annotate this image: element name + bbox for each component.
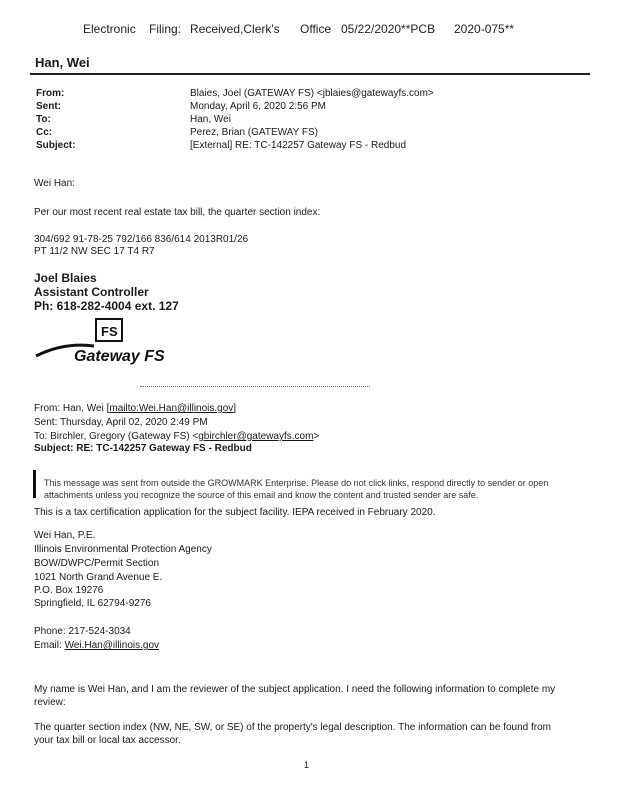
signature-phone: Ph: 618-282-4004 ext. 127	[34, 299, 179, 313]
subject-value: [External] RE: TC-142257 Gateway FS - Redbud	[190, 140, 407, 151]
request-paragraph-line1: My name is Wei Han, and I am the reviewer of the subject application. I need the following information to complete my	[34, 684, 556, 695]
reviewer-name: Wei Han, P.E.	[34, 530, 96, 541]
request-paragraph-line2: review:	[34, 697, 66, 708]
reviewer-department: BOW/DWPC/Permit Section	[34, 558, 160, 569]
reviewer-email-link[interactable]: Wei.Han@illinois.gov	[64, 640, 160, 651]
email2-subject: Subject: RE: TC-142257 Gateway FS - Redbud	[34, 443, 252, 454]
reviewer-email	[34, 640, 159, 651]
sent-value: Monday, April 6, 2020 2:56 PM	[190, 101, 327, 112]
legal-description-line: PT 11/2 NW SEC 17 T4 R7	[34, 246, 155, 257]
cc-value: Perez, Brian (GATEWAY FS)	[190, 127, 318, 138]
logo-mark-text: FS	[101, 324, 118, 339]
signature-name: Joel Blaies	[34, 271, 97, 285]
reviewer-address1: 1021 North Grand Avenue E.	[34, 572, 163, 583]
reviewer-address3: Springfield, IL 62794-9276	[34, 598, 151, 609]
email2-from-end: ]	[233, 403, 237, 414]
tax-bill-intro: Per our most recent real estate tax bill, the quarter section index:	[34, 207, 321, 218]
reviewer-email-label: Email:	[34, 640, 65, 651]
notice-bar	[33, 470, 36, 498]
mailbox-owner-title: Han, Wei	[35, 55, 90, 70]
reviewer-address2: P.O. Box 19276	[34, 585, 104, 596]
signature-position: Assistant Controller	[34, 285, 149, 299]
email2-to-text: To: Birchler, Gregory (Gateway FS) <	[34, 431, 199, 442]
title-divider	[30, 73, 590, 75]
external-notice-line2: attachments unless you recognize the source of this email and know the content and trusted sender are safe.	[44, 490, 479, 500]
email2-from-text: From: Han, Wei [	[34, 403, 110, 414]
subject-label: Subject:	[36, 140, 76, 151]
from-value: Blaies, Joel (GATEWAY FS) <jblaies@gatewayfs.com>	[190, 88, 434, 99]
to-label: To:	[36, 114, 51, 125]
page-number: 1	[304, 760, 310, 770]
greeting: Wei Han:	[34, 178, 75, 189]
email2-sent: Sent: Thursday, April 02, 2020 2:49 PM	[34, 417, 208, 428]
quarter-section-paragraph-line2: your tax bill or local tax accessor.	[34, 735, 181, 746]
email2-to-end: >	[313, 431, 320, 442]
email2-from	[34, 403, 236, 414]
email2-to	[34, 431, 319, 442]
email2-to-link[interactable]: gbirchler@gatewayfs.com	[198, 431, 314, 442]
external-notice-line1: This message was sent from outside the GROWMARK Enterprise. Please do not click links, respond directly to sender or open	[44, 478, 549, 488]
email2-from-link[interactable]: mailto:Wei.Han@illinois.gov	[109, 403, 234, 414]
sent-label: Sent:	[36, 101, 61, 112]
filing-stamp-office: Office	[300, 22, 332, 36]
filing-stamp-electronic: Electronic	[83, 22, 136, 36]
logo-wordmark: Gateway FS	[74, 348, 165, 365]
reviewer-agency: Illinois Environmental Protection Agency	[34, 544, 212, 555]
filing-stamp-received: Received,Clerk's	[190, 22, 280, 36]
parcel-index-line: 304/692 91-78-25 792/166 836/614 2013R01/26	[34, 234, 249, 245]
scan-artifact-divider	[140, 386, 370, 387]
filing-stamp-docket: 2020-075**	[454, 22, 515, 36]
filing-stamp-filing: Filing:	[149, 22, 182, 36]
quarter-section-paragraph-line1: The quarter section index (NW, NE, SW, or SE) of the property's legal description. The information can be found from	[34, 722, 551, 733]
cc-label: Cc:	[36, 127, 53, 138]
tax-certification-line: This is a tax certification application for the subject facility. IEPA received in February 2020.	[34, 507, 436, 518]
filing-stamp-date: 05/22/2020**PCB	[341, 22, 436, 36]
to-value: Han, Wei	[190, 114, 231, 125]
gateway-fs-logo	[34, 316, 194, 366]
reviewer-phone: Phone: 217-524-3034	[34, 626, 131, 637]
from-label: From:	[36, 88, 65, 99]
